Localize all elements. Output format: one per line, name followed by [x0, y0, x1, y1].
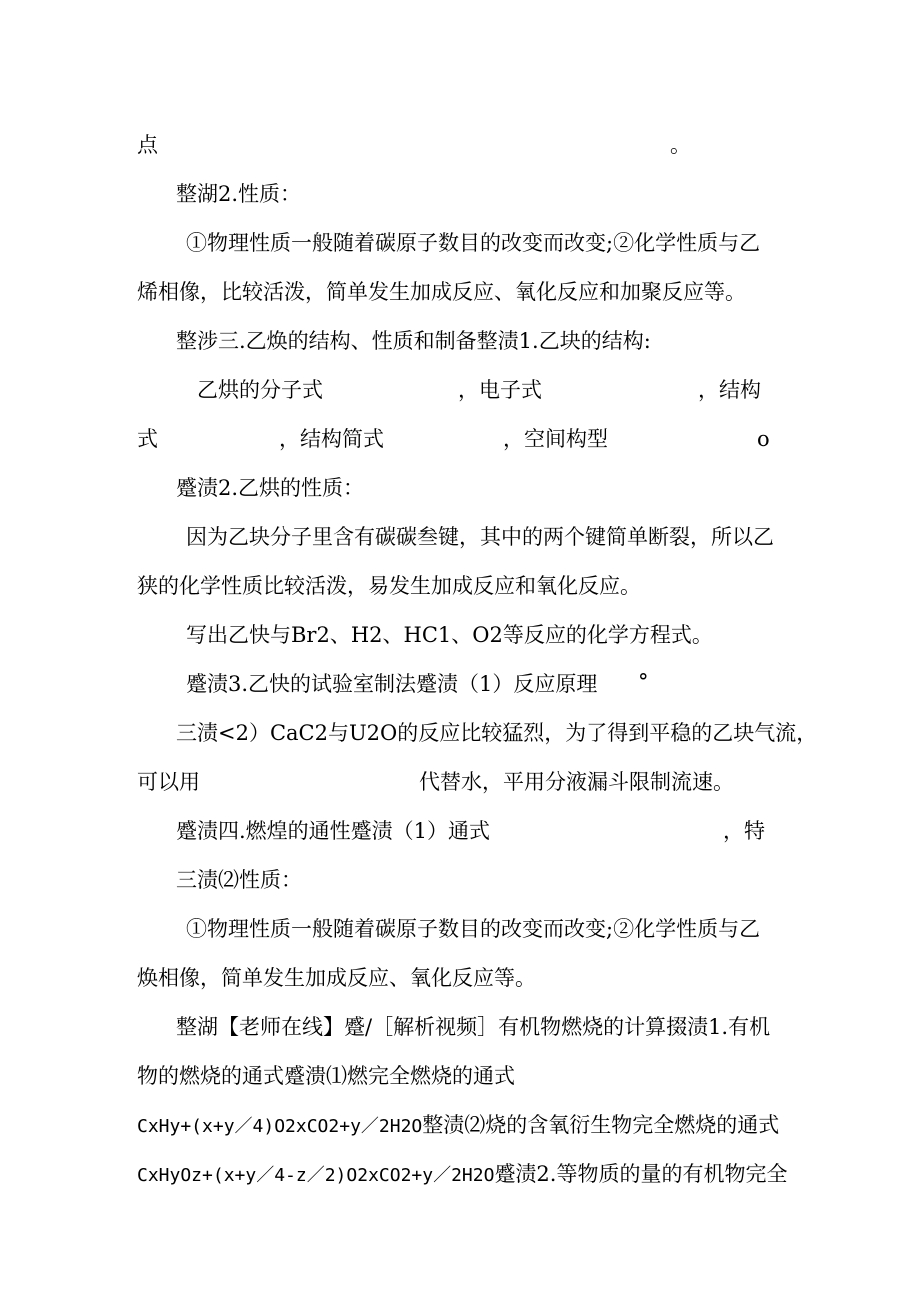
- text-line-11: 写出乙快与Br2、H2、HC1、O2等反应的化学方程式。: [186, 623, 713, 647]
- text-line-21: CxHy+(x+y／4)O2xCO2+y／2H2O整渍⑵烧的含氧衍生物完全燃烧的通式: [137, 1113, 780, 1137]
- text-line-1: 点: [137, 133, 158, 157]
- text-line-8: 蹙渍2.乙烘的性质：: [176, 476, 365, 500]
- text-line-3: ①物理性质一般随着碳原子数目的改变而改变;②化学性质与乙: [186, 231, 761, 255]
- text-line-14b: 代替水，平用分液漏斗限制流速。: [419, 770, 734, 794]
- text-line-16: 三渍⑵性质：: [176, 868, 302, 892]
- text-line-9: 因为乙块分子里含有碳碳叁键，其中的两个键简单断裂，所以乙: [186, 525, 774, 549]
- text-line-17: ①物理性质一般随着碳原子数目的改变而改变;②化学性质与乙: [186, 917, 761, 941]
- text-line-18: 焕相像，简单发生加成反应、氧化反应等。: [137, 966, 536, 990]
- text-line-15a: 蹙渍四.燃煌的通性蹙渍（1）通式: [176, 819, 491, 843]
- text-line-7d: o: [757, 427, 770, 451]
- text-line-12a: 蹙渍3.乙快的试验室制法蹙渍（1）反应原理: [186, 672, 598, 696]
- text-line-7a: 式: [137, 427, 158, 451]
- text-line-15b: ，特: [723, 819, 765, 843]
- formula-2: CxHyOz+(x+y／4-z／2)O2xCO2+y／2H2O: [137, 1165, 495, 1186]
- text-line-19: 整湖【老师在线】蹙/［解析视频］有机物燃烧的计算掇渍1.有机: [176, 1015, 771, 1039]
- text-line-22: CxHyOz+(x+y／4-z／2)O2xCO2+y／2H2O蹙渍2.等物质的量的有机物完全: [137, 1162, 788, 1186]
- text-line-20: 物的燃烧的通式蹙溃⑴燃完全燃烧的通式: [137, 1064, 515, 1088]
- text-line-13: 三渍<2）CaC2与U2O的反应比较猛烈，为了得到平稳的乙块气流，: [176, 721, 818, 745]
- text-line-5: 整涉三.乙焕的结构、性质和制备整渍1.乙块的结构:: [176, 329, 651, 353]
- text-line-7b: ，结构简式: [279, 427, 384, 451]
- text-line-10: 狭的化学性质比较活泼，易发生加成反应和氧化反应。: [137, 574, 641, 598]
- text-line-2: 整湖2.性质：: [176, 182, 302, 206]
- text-line-14a: 可以用: [137, 770, 200, 794]
- text-line-1-end: 。: [670, 133, 691, 157]
- text-line-6b: ，电子式: [458, 378, 542, 402]
- text-line-6a: 乙烘的分子式: [197, 378, 323, 402]
- text-line-7c: ，空间构型: [503, 427, 608, 451]
- text-line-4: 烯相像，比较活泼，简单发生加成反应、氧化反应和加聚反应等。: [137, 280, 746, 304]
- text-line-6c: ，结构: [698, 378, 761, 402]
- formula-1: CxHy+(x+y／4)O2xCO2+y／2H2O: [137, 1116, 423, 1137]
- text-line-12b: °: [638, 670, 649, 694]
